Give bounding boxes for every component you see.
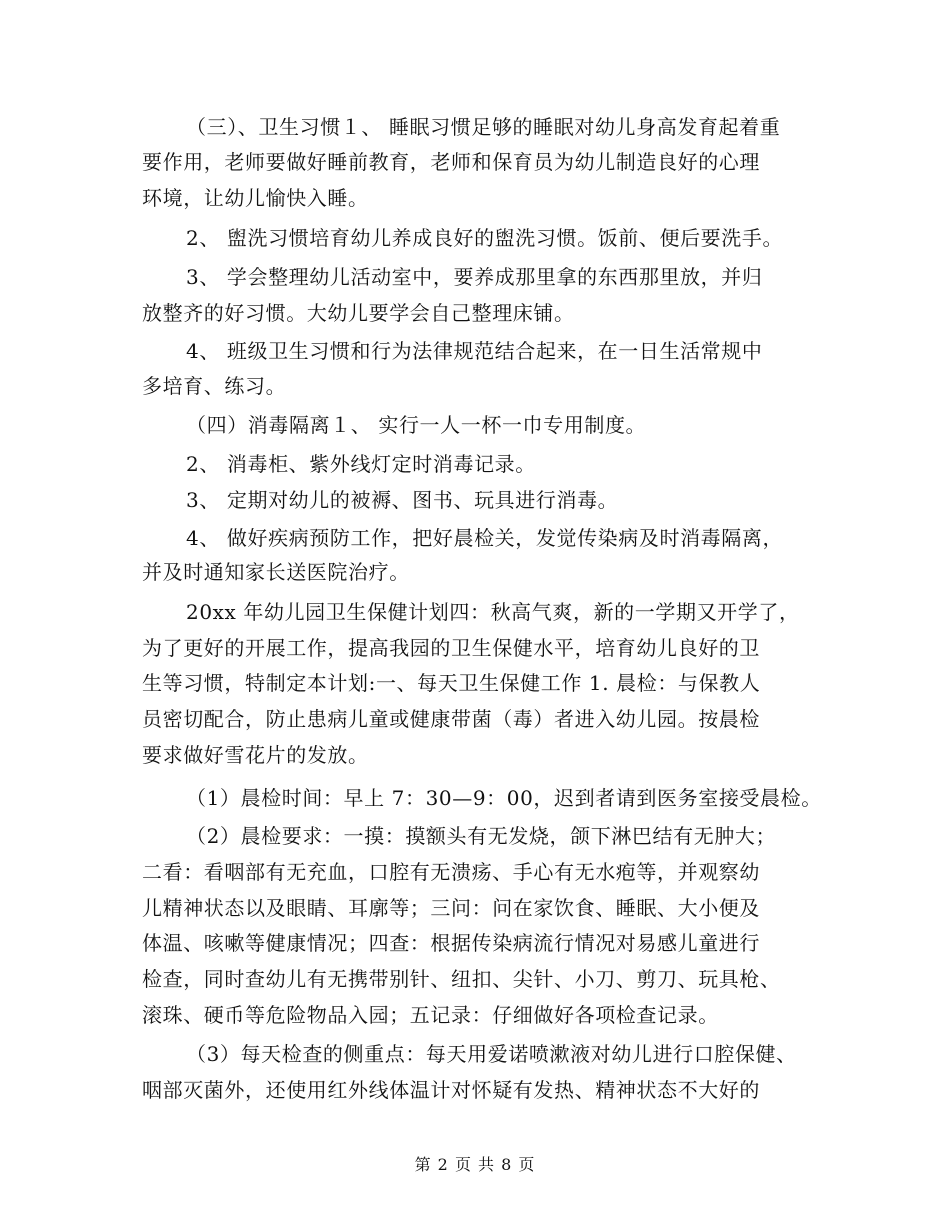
text-line: 儿精神状态以及眼睛、耳廓等；三问：问在家饮食、睡眠、大小便及 <box>142 896 760 920</box>
text-line: （三）、卫生习惯１、 睡眠习惯足够的睡眠对幼儿身高发育起着重 <box>186 115 781 139</box>
text-line: 要作用，老师要做好睡前教育，老师和保育员为幼儿制造良好的心理 <box>142 150 760 174</box>
text-line: 多培育、练习。 <box>142 374 287 398</box>
text-line: 4、 做好疾病预防工作，把好晨检关，发觉传染病及时消毒隔离， <box>186 526 784 550</box>
text-line: 检查，同时查幼儿有无携带别针、纽扣、尖针、小刀、剪刀、玩具枪、 <box>142 967 781 991</box>
text-line: 4、 班级卫生习惯和行为法律规范结合起来，在一日生活常规中 <box>186 339 763 363</box>
text-line: 3、 定期对幼儿的被褥、图书、玩具进行消毒。 <box>186 488 619 512</box>
text-line: （3）每天检查的侧重点：每天用爱诺喷漱液对幼儿进行口腔保健、 <box>186 1042 797 1066</box>
text-line: 并及时通知家长送医院治疗。 <box>142 560 410 584</box>
text-line: 员密切配合，防止患病儿童或健康带菌（毒）者进入幼儿园。按晨检 <box>142 707 760 731</box>
text-line: 体温、咳嗽等健康情况；四查：根据传染病流行情况对易感儿童进行 <box>142 931 760 955</box>
text-line: 要求做好雪花片的发放。 <box>142 743 369 767</box>
text-line: 环境，让幼儿愉快入睡。 <box>142 186 369 210</box>
text-line: 滚珠、硬币等危险物品入园；五记录：仔细做好各项检查记录。 <box>142 1003 719 1027</box>
text-line: 放整齐的好习惯。大幼儿要学会自己整理床铺。 <box>142 301 575 325</box>
text-line: （2）晨检要求：一摸：摸额头有无发烧，颌下淋巴结有无肿大； <box>186 824 777 848</box>
text-line: 为了更好的开展工作，提高我园的卫生保健水平，培育幼儿良好的卫 <box>142 636 760 660</box>
text-line: （1）晨检时间：早上 7：30—9：00，迟到者请到医务室接受晨检。 <box>186 786 822 810</box>
text-line: 20xx 年幼儿园卫生保健计划四：秋高气爽，新的一学期又开学了， <box>186 600 800 624</box>
text-line: 咽部灭菌外，还使用红外线体温计对怀疑有发热、精神状态不大好的 <box>142 1078 760 1102</box>
text-line: 2、 盥洗习惯培育幼儿养成良好的盥洗习惯。饭前、便后要洗手。 <box>186 226 784 250</box>
text-line: 二看：看咽部有无充血，口腔有无溃疡、手心有无水疱等，并观察幼 <box>142 860 760 884</box>
text-line: （四）消毒隔离１、 实行一人一杯一巾专用制度。 <box>186 413 647 437</box>
text-line: 3、 学会整理幼儿活动室中，要养成那里拿的东西那里放，并归 <box>186 265 763 289</box>
text-line: 生等习惯，特制定本计划:一、每天卫生保健工作 1. 晨检：与保教人 <box>142 671 761 695</box>
text-line: 2、 消毒柜、紫外线灯定时消毒记录。 <box>186 452 536 476</box>
page-number: 第 2 页 共 8 页 <box>414 1155 536 1174</box>
